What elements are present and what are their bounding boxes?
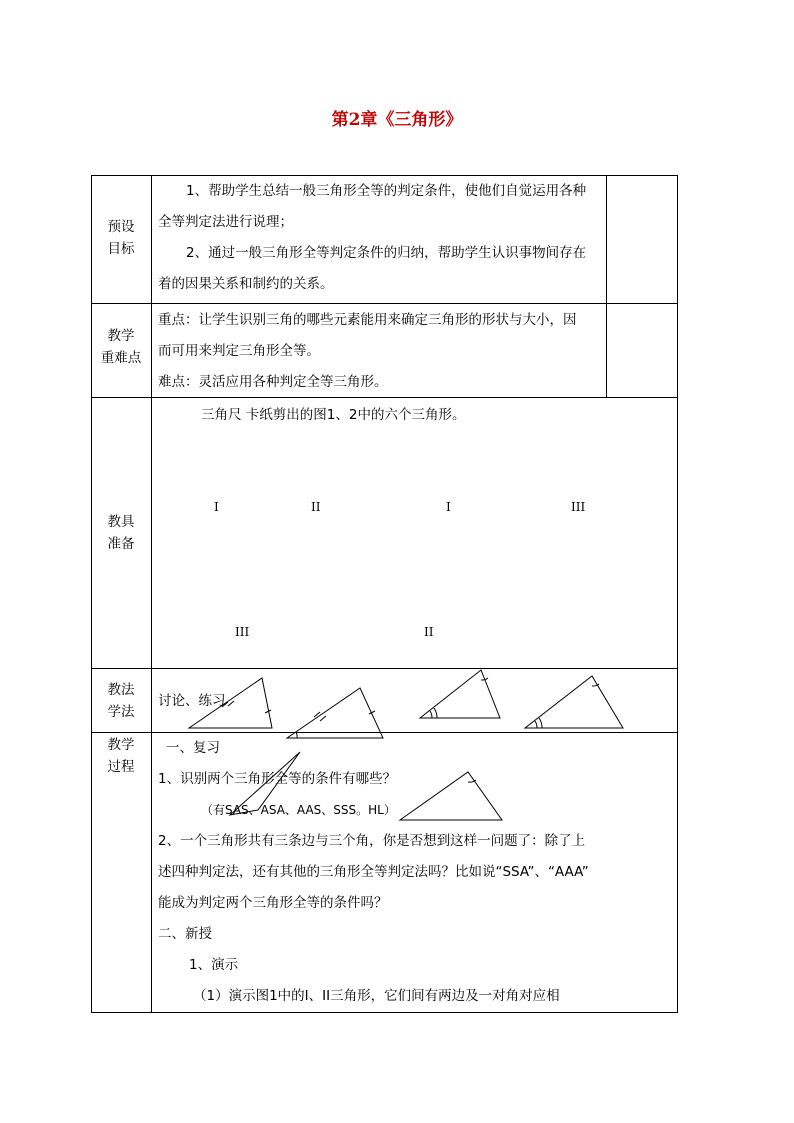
goal-label: 预设 目标 — [107, 219, 135, 257]
triangle-5 — [230, 752, 300, 815]
triangle-4 — [525, 676, 623, 728]
roman-label-5: III — [235, 625, 250, 639]
tools-text: 三角尺 卡纸剪出的图1、2中的六个三角形。 — [201, 407, 466, 423]
goal-line-3: 2、通过一般三角形全等判定条件的归纳，帮助学生认识事物间存在 — [186, 245, 587, 261]
page-title: 第2章《三角形》 — [331, 110, 463, 130]
triangle-2 — [287, 688, 383, 738]
method-text: 讨论、练习 — [158, 693, 226, 709]
goal-line-4: 着的因果关系和制约的关系。 — [158, 276, 334, 292]
keypoints-line-3: 难点：灵活应用各种判定全等三角形。 — [158, 374, 388, 390]
tools-label: 教具 准备 — [107, 514, 135, 552]
roman-label-3: I — [446, 500, 451, 514]
roman-label-6: II — [424, 625, 434, 639]
process-line-5: 述四种判定法，还有其他的三角形全等判定法吗？比如说“SSA”、“AAA” — [158, 864, 589, 880]
triangle-1 — [189, 678, 272, 728]
process-line-3: （有SAS、ASA、AAS、SSS。HL） — [201, 803, 396, 817]
process-line-2: 1、识别两个三角形全等的条件有哪些？ — [158, 771, 397, 787]
process-line-7: 二、新授 — [158, 926, 212, 942]
process-line-4: 2、一个三角形共有三条边与三个角，你是否想到这样一问题了：除了上 — [158, 833, 586, 849]
process-line-1: 一、复习 — [166, 740, 220, 756]
goal-line-2: 全等判定法进行说理； — [158, 214, 293, 230]
triangle-3 — [420, 670, 500, 718]
process-line-9: （1）演示图1中的I、II三角形，它们间有两边及一对角对应相 — [193, 988, 560, 1004]
triangle-6 — [400, 772, 502, 820]
goal-line-1: 1、帮助学生总结一般三角形全等的判定条件，使他们自觉运用各种 — [186, 183, 587, 199]
roman-label-1: I — [214, 500, 219, 514]
roman-label-2: II — [311, 500, 321, 514]
roman-label-4: III — [571, 500, 586, 514]
keypoints-label: 教学 重难点 — [100, 328, 142, 366]
method-label: 教法 学法 — [107, 682, 135, 720]
keypoints-line-2: 而可用来判定三角形全等。 — [158, 343, 320, 359]
keypoints-line-1: 重点：让学生识别三角的哪些元素能用来确定三角形的形状与大小，因 — [158, 312, 577, 328]
process-label: 教学 过程 — [107, 737, 135, 775]
process-line-8: 1、演示 — [189, 957, 239, 973]
process-line-6: 能成为判定两个三角形全等的条件吗？ — [158, 895, 388, 911]
